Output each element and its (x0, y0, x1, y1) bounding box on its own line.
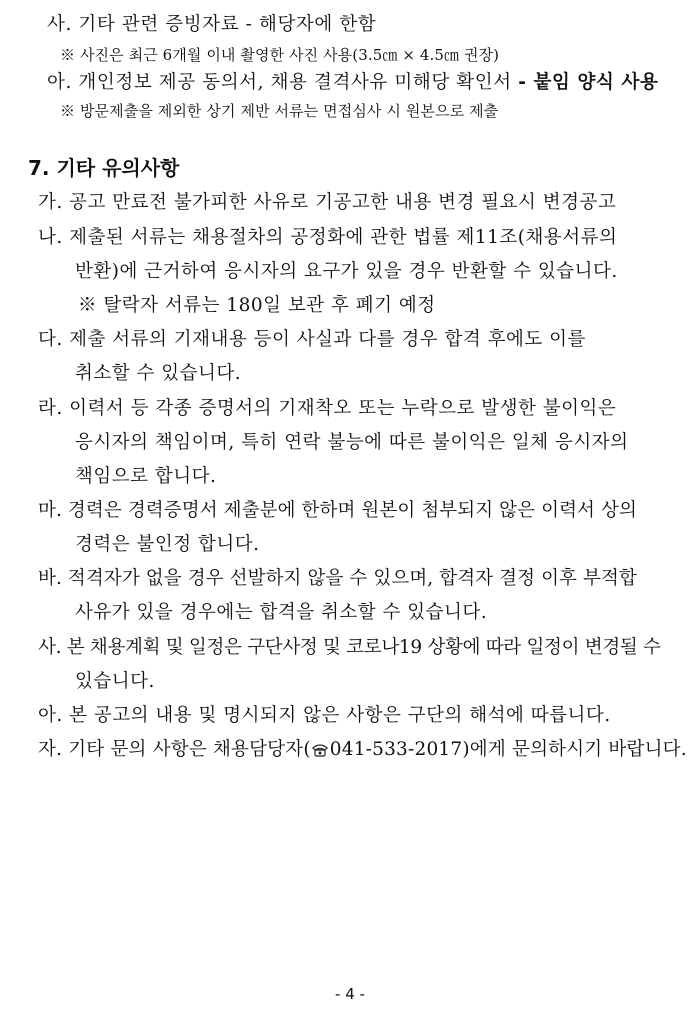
item-da-line1: 다. 제출 서류의 기재내용 등이 사실과 다를 경우 합격 후에도 이를 (38, 329, 586, 350)
telephone-icon (311, 741, 329, 755)
item-ma-line2: 경력은 불인정 합니다. (75, 534, 260, 555)
original-submission-note: ※ 방문제출을 제외한 상기 제반 서류는 면접심사 시 원본으로 제출 (60, 102, 499, 120)
item-ga: 가. 공고 만료전 불가피한 사유로 기공고한 내용 변경 필요시 변경공고 (38, 192, 617, 213)
photo-note: ※ 사진은 최근 6개월 이내 촬영한 사진 사용(3.5㎝ × 4.5㎝ 권장) (60, 46, 500, 64)
ja-prefix: 자. 기타 문의 사항은 채용담당자( (38, 739, 311, 760)
contact-phone: 041-533-2017 (329, 739, 463, 760)
item-da-line2: 취소할 수 있습니다. (75, 363, 242, 384)
item-na-line2: 반환)에 근거하여 응시자의 요구가 있을 경우 반환할 수 있습니다. (75, 261, 618, 282)
item-sa-evidence: 사. 기타 관련 증빙자료 - 해당자에 한함 (47, 14, 377, 35)
item-sa-line1: 사. 본 채용계획 및 일정은 구단사정 및 코로나19 상황에 따라 일정이 변경될 수 (38, 637, 661, 658)
item-ba-line1: 바. 적격자가 없을 경우 선발하지 않을 수 있으며, 합격자 결정 이후 부적합 (38, 568, 637, 589)
item-na-line1: 나. 제출된 서류는 채용절차의 공정화에 관한 법률 제11조(채용서류의 (38, 227, 618, 248)
item-ra-line1: 라. 이력서 등 각종 증명서의 기재착오 또는 누락으로 발생한 불이익은 (38, 398, 617, 419)
item-a: 아. 본 공고의 내용 및 명시되지 않은 사항은 구단의 해석에 따릅니다. (38, 705, 611, 726)
item-ma-line1: 마. 경력은 경력증명서 제출분에 한하며 원본이 첨부되지 않은 이력서 상의 (38, 500, 637, 521)
consent-form-note: - 붙임 양식 사용 (518, 72, 659, 93)
item-a-consent (47, 68, 658, 94)
ja-suffix: )에게 문의하시기 바랍니다. (462, 739, 687, 760)
section-title: 7. 기타 유의사항 (28, 156, 180, 180)
item-ba-line2: 사유가 있을 경우에는 합격을 취소할 수 있습니다. (75, 602, 488, 623)
item-ra-line2: 응시자의 책임이며, 특히 연락 불능에 따른 불이익은 일체 응시자의 (75, 432, 629, 453)
page-number: - 4 - (335, 985, 365, 1003)
item-ja (38, 735, 687, 761)
item-na-note: ※ 탈락자 서류는 180일 보관 후 폐기 예정 (78, 295, 436, 316)
item-sa-line2: 있습니다. (75, 671, 155, 692)
consent-text: 아. 개인정보 제공 동의서, 채용 결격사유 미해당 확인서 (47, 72, 512, 93)
item-ra-line3: 책임으로 합니다. (75, 466, 217, 487)
